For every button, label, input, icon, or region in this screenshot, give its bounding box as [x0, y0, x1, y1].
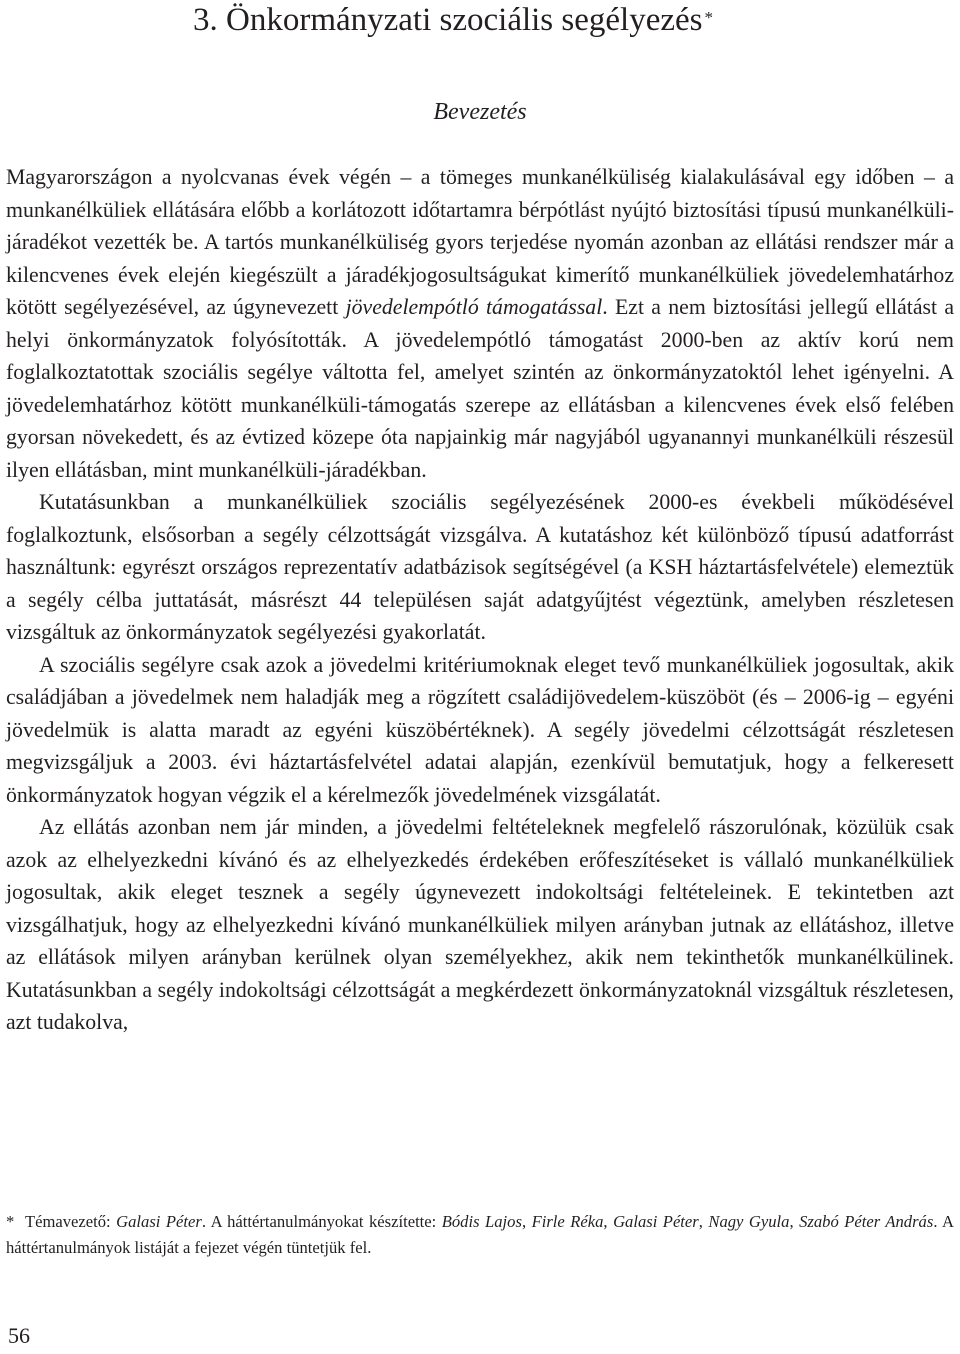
- footnote-label: Témavezető:: [24, 1212, 117, 1231]
- paragraph-conditions: Az ellátás azonban nem jár minden, a jövedelmi feltételeknek megfelelő rászorulónak, közülük csak azok az elhelyezkedni kívánó és az elhelyezkedés érdekében erőfeszítéseket is vállaló munkanélküliek jogosultak, akik eleget tesznek a segély úgynevezett indokoltsági feltételeinek. E tekintetben azt vizsgálhatjuk, hogy az elhelyezkedni kívánó munkanélküliek milyen arányban jutnak az ellátáshoz, illetve az ellátások milyen arányban kerülnek olyan személyekhez, akik nem tekinthetők munkanélkülinek. Kutatásunkban a segély indokoltsági célzottságát a megkérdezett önkormányzatoknál vizsgáltuk részletesen, azt tudakolva,: [6, 815, 954, 1034]
- paragraph-eligibility: A szociális segélyre csak azok a jövedelmi kritériumoknak eleget tevő munkanélküliek jogosultak, akik családjában a jövedelmek nem haladják meg a rögzített családijövedelem-küszöböt (és – 2006-ig – egyéni jövedelmük is alatta maradt az egyéni küszöbértéknek). A segély jövedelmi célzottságát részletesen megvizsgáljuk a 2003. évi háztartásfelvétel adatai alapján, ezenkívül bemutatjuk, hogy a felkeresett önkormányzatok hogyan végzik el a kérelmezők jövedelmének vizsgálatát.: [6, 652, 954, 807]
- footnote-paragraph: [6, 1209, 954, 1261]
- footnote-marker: *: [6, 1212, 15, 1231]
- paragraph-intro-text-b: . Ezt a nem biztosítási jellegű ellátást a helyi önkormányzatok folyósították. A jövedelempótló támogatást 2000-ben az aktív korú nem foglalkoztatottak szociális segélye váltotta fel, amelyet szintén az önkormányzatoktól lehet igényelni. A jövedelemhatárhoz kötött munkanélküli-támogatás szerepe az ellátásban a kilencvenes évek első felében gyorsan növekedett, és az évtized közepe óta napjainkig már nagyjából ugyanannyi munkanélküli részesül ilyen ellátásban, mint munkanélküli-járadékban.: [6, 295, 954, 482]
- footnote-tail: . A háttértanulmányok listáját a fejezet végén tüntetjük fel.: [6, 1212, 955, 1257]
- footnote-separator: ,: [603, 1212, 614, 1231]
- footnote: [6, 1209, 954, 1261]
- footnote-author: Nagy Gyula: [708, 1212, 790, 1231]
- section-heading: Bevezetés: [433, 99, 527, 125]
- footnote-separator: ,: [521, 1212, 532, 1231]
- page-number: 56: [8, 1323, 30, 1348]
- chapter-footnote-marker: *: [704, 8, 713, 27]
- paragraph-intro-text-a: Magyarországon a nyolcvanas évek végén – a tömeges munkanélküliség kialakulásával egy időben – a munkanélküliek ellátására előbb a korlátozott időtartamra bérpótlást nyújtó biztosítási típusú munkanélküli-járadékot vezették be. A tartós munkanélküliség gyors terjedése nyomán azonban az ellátási rendszer már a kilencvenes évek elején kiegészült a járadékjogosultságukat kimerítő munkanélküliek jövedelemhatárhoz kötött segélyezésével, az úgynevezett: [6, 165, 954, 319]
- footnote-author: Bódis Lajos: [441, 1212, 522, 1231]
- body-text: [6, 161, 954, 1039]
- paragraph-intro: [6, 161, 954, 486]
- footnote-separator: . A háttértanulmányokat készítette:: [201, 1212, 442, 1231]
- paragraph-research: Kutatásunkban a munkanélküliek szociális segélyezésének 2000-es évekbeli működésével foglalkoztunk, elsősorban a segély célzottságát vizsgálva. A kutatáshoz két különböző típusú adatforrást használtunk: egyrészt országos reprezentatív adatbázisok segítségével (a KSH háztartásfelvétele) elemeztük a segély célba juttatását, másrészt 44 településen saját adatgyűjtést végeztünk, amelyben részletesen vizsgáltuk az önkormányzatok segélyezési gyakorlatát.: [6, 490, 954, 644]
- chapter-title: [193, 0, 713, 40]
- footnote-separator: ,: [698, 1212, 709, 1231]
- footnote-lead-researcher: Galasi Péter: [116, 1212, 202, 1231]
- footnote-author: Firle Réka: [531, 1212, 604, 1231]
- footnote-author: Galasi Péter: [613, 1212, 699, 1231]
- footnote-separator: ,: [789, 1212, 800, 1231]
- paragraph-intro-term: jövedelempótló támogatással: [345, 295, 603, 319]
- footnote-author: Szabó Péter András: [799, 1212, 934, 1231]
- chapter-title-text: 3. Önkormányzati szociális segélyezés: [193, 2, 703, 38]
